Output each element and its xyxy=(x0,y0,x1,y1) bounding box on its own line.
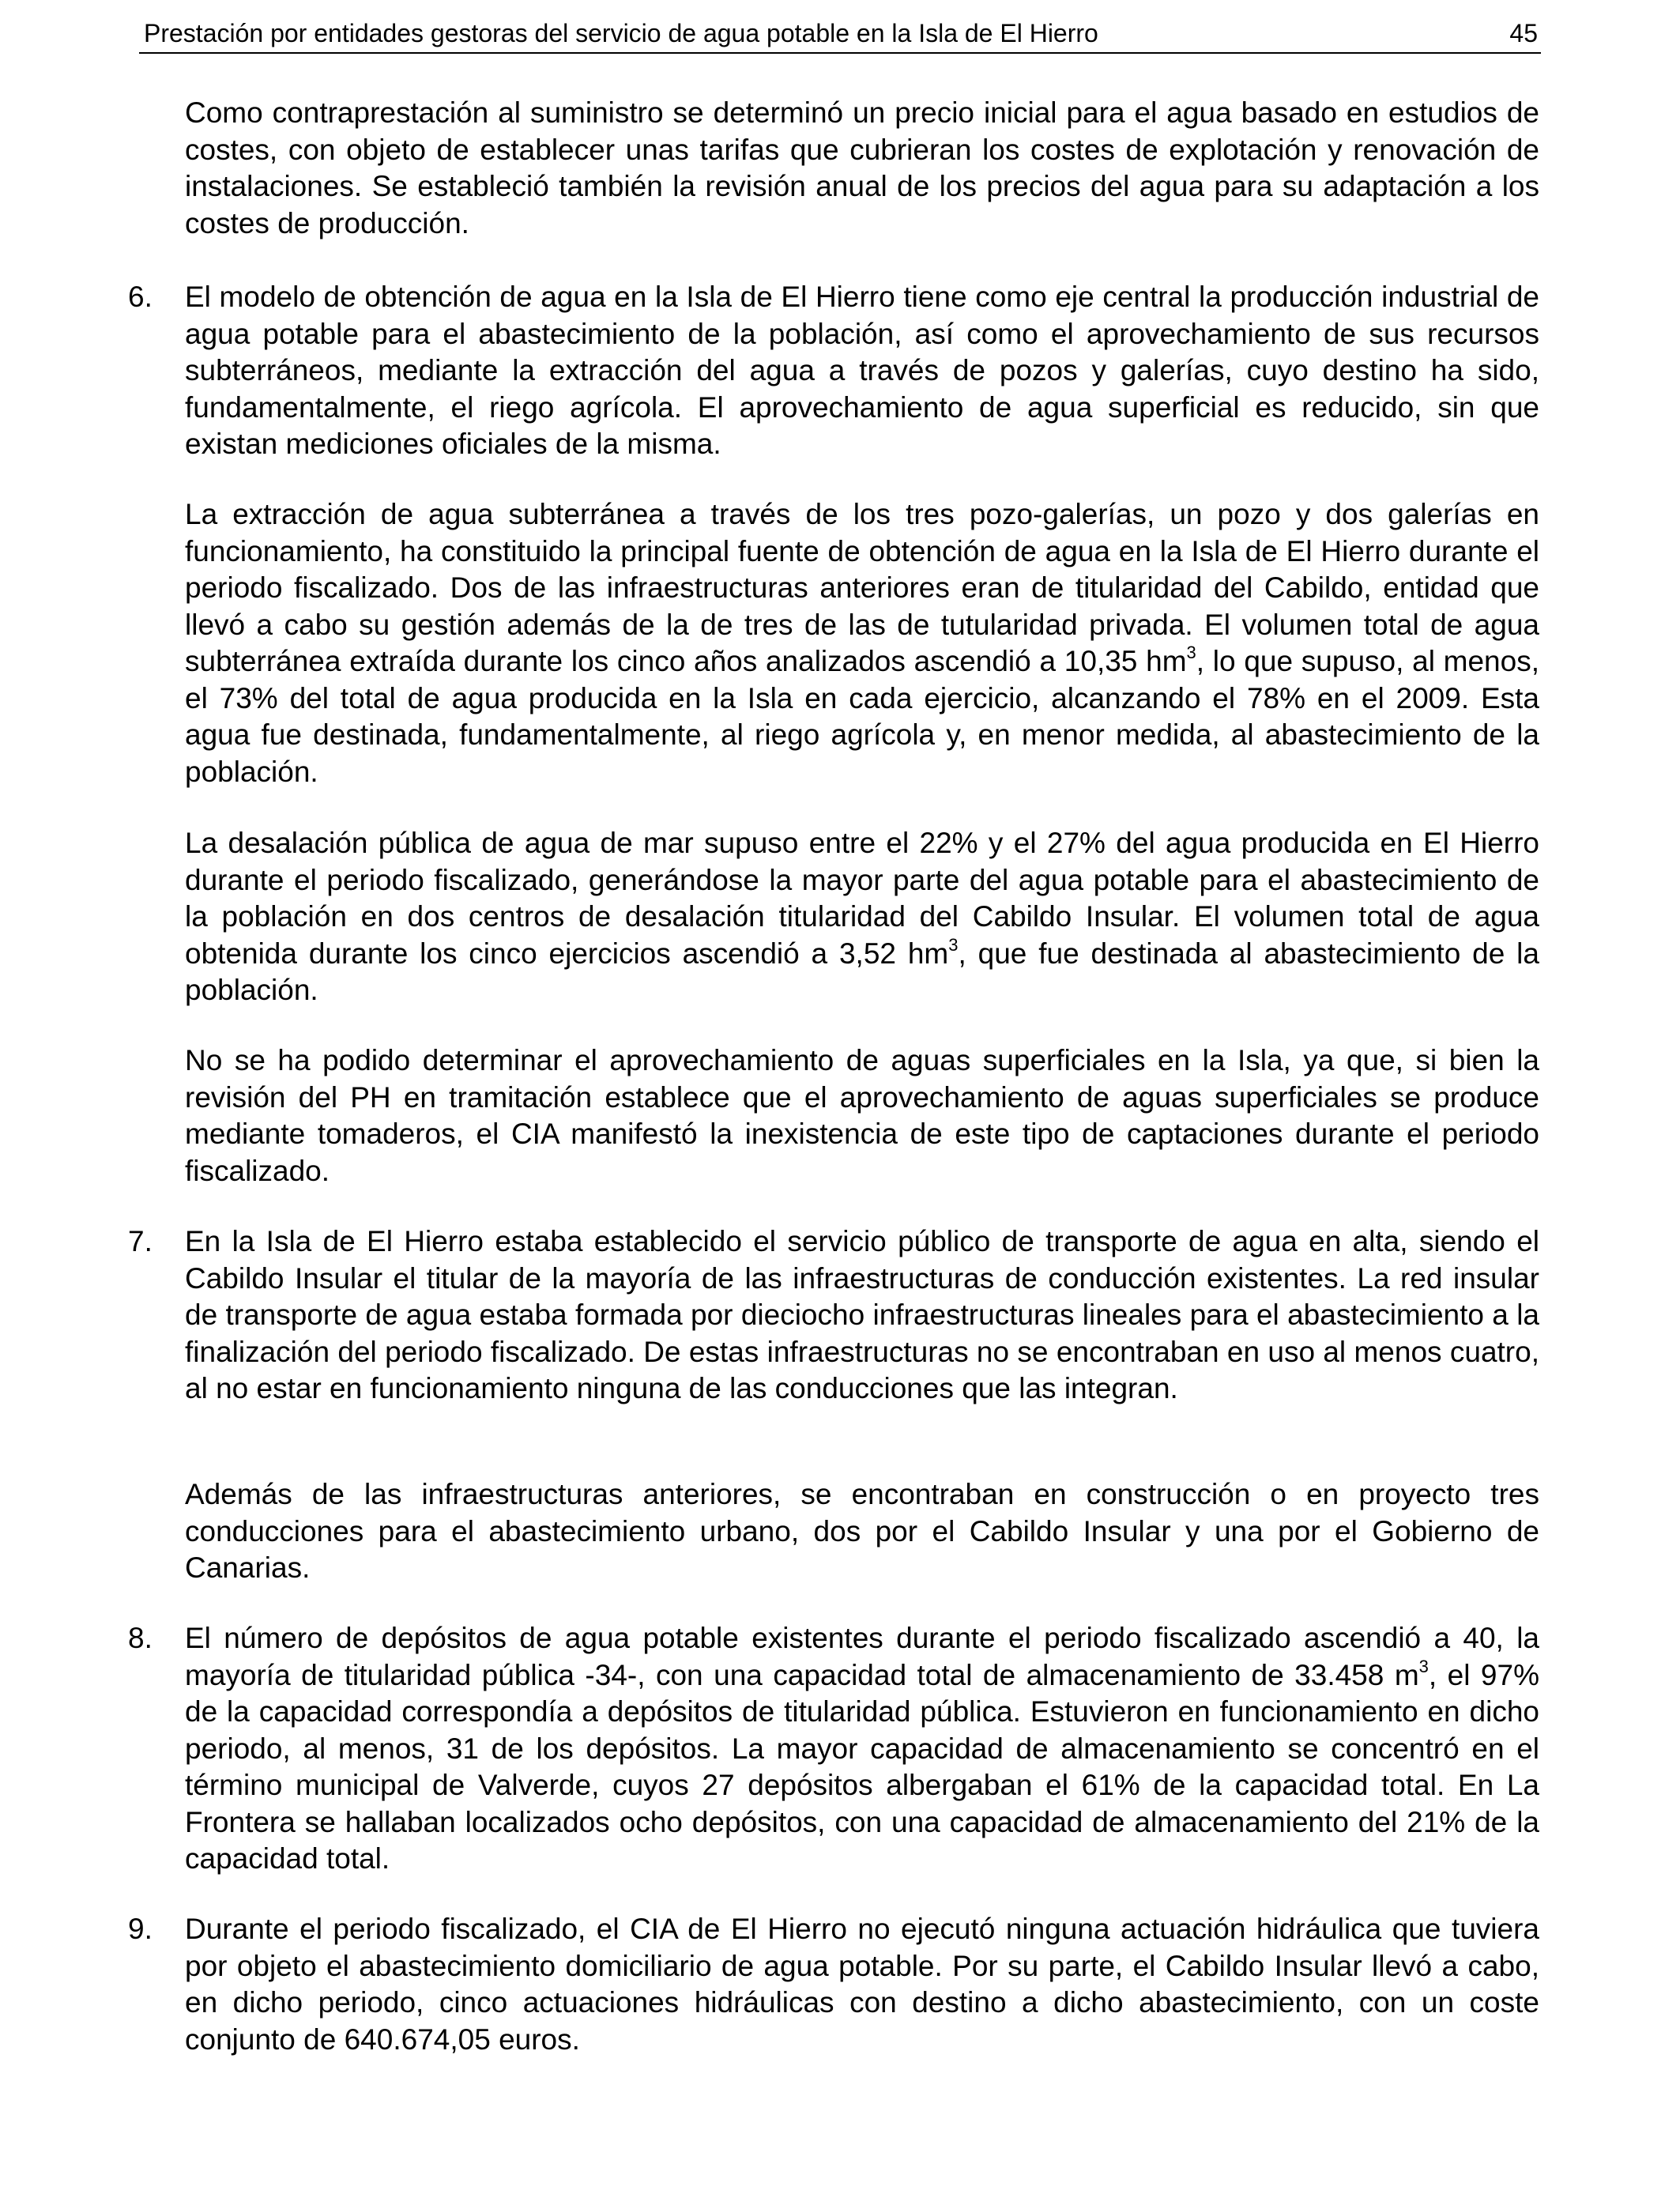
paragraph-desalination xyxy=(185,825,1539,1009)
deposits-text-a: El número de depósitos de agua potable existentes durante el periodo fiscalizado ascendió a 40, la mayoría de titularidad pública -34-, con una capacidad total de almacenamiento de 33.458 m xyxy=(185,1622,1539,1691)
page-number: 45 xyxy=(1509,19,1538,47)
paragraph-surface-water: No se ha podido determinar el aprovechamiento de aguas superficiales en la Isla, ya que, si bien la revisión del PH en tramitación establece que el aprovechamiento de aguas superficiales se produce mediante tomaderos, el CIA manifestó la inexistencia de este tipo de captaciones durante el periodo fiscalizado. xyxy=(185,1044,1539,1187)
superscript-3: 3 xyxy=(1186,643,1196,662)
paragraph-construction: Además de las infraestructuras anteriores, se encontraban en construcción o en proyecto tres conducciones para el abastecimiento urbano, dos por el Cabildo Insular y una por el Gobierno de Canarias. xyxy=(185,1478,1539,1584)
document-title: Prestación por entidades gestoras del servicio de agua potable en la Isla de El Hierro xyxy=(144,19,1098,47)
groundwater-text-a: La extracción de agua subterránea a través de los tres pozo-galerías, un pozo y dos galerías en funcionamiento, ha constituido la principal fuente de obtención de agua en la Isla de El Hierro durante el periodo fiscalizado. Dos de las infraestructuras anteriores eran de titularidad del Cabildo, entidad que llevó a cabo su gestión además de la de tres de las de tutularidad privada. El volumen total de agua subterránea extraída durante los cinco años analizados ascendió a 10,35 hm xyxy=(185,498,1539,677)
paragraph-groundwater xyxy=(185,496,1539,790)
item-number-9: 9. xyxy=(128,1913,153,1945)
deposits-text-b: , el 97% de la capacidad correspondía a depósitos de titularidad pública. Estuvieron en funcionamiento en dicho periodo, al menos, 31 de los depósitos. La mayor capacidad de almacenamiento se concentró en el término municipal de Valverde, cuyos 27 depósitos albergaban el 61% de la capacidad total. En La Frontera se hallaban localizados ocho depósitos, con una capacidad de almacenamiento del 21% de la capacidad total. xyxy=(185,1658,1539,1875)
paragraph-price: Como contraprestación al suministro se determinó un precio inicial para el agua basado en estudios de costes, con objeto de establecer unas tarifas que cubrieran los costes de explotación y renovación de instalaciones. Se estableció también la revisión anual de los precios del agua para su adaptación a los costes de producción. xyxy=(185,96,1539,239)
superscript-3: 3 xyxy=(948,934,959,955)
superscript-3: 3 xyxy=(1418,1656,1429,1676)
item-number-7: 7. xyxy=(128,1225,153,1257)
paragraph-9: Durante el periodo fiscalizado, el CIA de El Hierro no ejecutó ninguna actuación hidráulica que tuviera por objeto el abastecimiento domiciliario de agua potable. Por su parte, el Cabildo Insular llevó a cabo, en dicho periodo, cinco actuaciones hidráulicas con destino a dicho abastecimiento, con un coste conjunto de 640.674,05 euros. xyxy=(185,1913,1539,2056)
desalination-text-b: , que fue destinada al abastecimiento de la población. xyxy=(185,937,1539,1006)
item-number-6: 6. xyxy=(128,281,153,313)
paragraph-8 xyxy=(185,1620,1539,1878)
groundwater-text-b: , lo que supuso, al menos, el 73% del total de agua producida en la Isla en cada ejercicio, alcanzando el 78% en el 2009. Esta agua fue destinada, fundamentalmente, al riego agrícola y, en menor medida, al abastecimiento de la población. xyxy=(185,645,1539,788)
paragraph-7: En la Isla de El Hierro estaba establecido el servicio público de transporte de agua en alta, siendo el Cabildo Insular el titular de la mayoría de las infraestructuras de conducción existentes. La red insular de transporte de agua estaba formada por dieciocho infraestructuras lineales para el abastecimiento a la finalización del periodo fiscalizado. De estas infraestructuras no se encontraban en uso al menos cuatro, al no estar en funcionamiento ninguna de las conducciones que las integran. xyxy=(185,1225,1539,1404)
page-header xyxy=(139,14,1541,54)
paragraph-6: El modelo de obtención de agua en la Isla de El Hierro tiene como eje central la producción industrial de agua potable para el abastecimiento de la población, así como el aprovechamiento de sus recursos subterráneos, mediante la extracción del agua a través de pozos y galerías, cuyo destino ha sido, fundamentalmente, el riego agrícola. El aprovechamiento de agua superficial es reducido, sin que existan mediciones oficiales de la misma. xyxy=(185,281,1539,460)
item-number-8: 8. xyxy=(128,1622,153,1654)
desalination-text-a: La desalación pública de agua de mar supuso entre el 22% y el 27% del agua producida en El Hierro durante el periodo fiscalizado, generándose la mayor parte del agua potable para el abastecimiento de la población en dos centros de desalación titularidad del Cabildo Insular. El volumen total de agua obtenida durante los cinco ejercicios ascendió a 3,52 hm xyxy=(185,827,1539,970)
